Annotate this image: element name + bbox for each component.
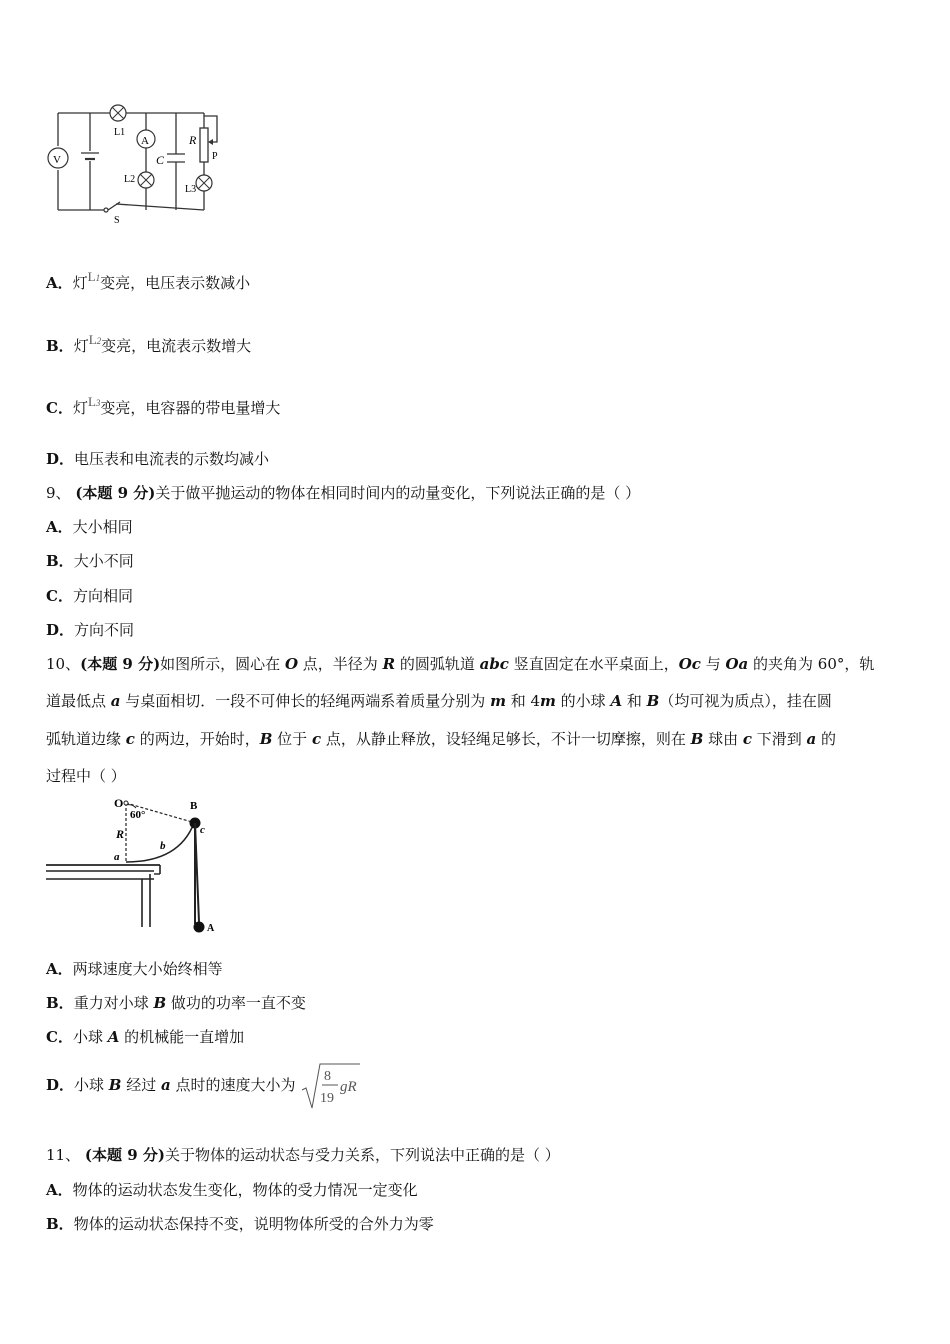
circuit-diagram <box>44 98 234 230</box>
q10-stem-line3: 弧轨道边缘 c 的两边，开始时，B 位于 c 点，从静止释放，设轻绳足够长，不计一切摩擦，则在 B 球由 c 下滑到 a 的 <box>46 730 837 748</box>
svg-text:19: 19 <box>320 1091 335 1106</box>
fig-r-label: R <box>116 827 125 841</box>
l1-label: L1 <box>114 127 126 138</box>
q10-option-a[interactable]: A．两球速度大小始终相等 <box>46 960 223 978</box>
fig-b-ball-label: B <box>190 800 198 812</box>
fig-b-arc-label: b <box>160 840 166 852</box>
q10-stem-line2: 道最低点 a 与桌面相切．一段不可伸长的轻绳两端系着质量分别为 m 和 4m 的小球 A 和 B（均可视为质点），挂在圆 <box>46 692 832 710</box>
l2-label: L2 <box>124 174 136 185</box>
r-label: R <box>189 133 197 147</box>
q10-stem-line4: 过程中（ ） <box>46 767 126 785</box>
q10-stem-line1: 10、(本题 9 分)如图所示，圆心在 O 点，半径为 R 的圆弧轨道 abc 竖直固定在水平桌面上，Oc 与 Oa 的夹角为 60°，轨 <box>46 655 875 673</box>
q10-figure <box>44 796 234 942</box>
fig-a-label: a <box>114 851 120 863</box>
q9-option-b[interactable]: B．大小不同 <box>46 552 134 570</box>
q10-option-c[interactable]: C．小球 A 的机械能一直增加 <box>46 1028 245 1046</box>
q11-option-b[interactable]: B．物体的运动状态保持不变，说明物体所受的合外力为零 <box>46 1215 434 1233</box>
fig-a-ball-label: A <box>207 923 215 934</box>
voltmeter-label: V <box>53 154 61 166</box>
svg-text:8: 8 <box>324 1069 332 1084</box>
s-label: S <box>114 215 120 226</box>
p-label: P <box>212 151 218 162</box>
sqrt-formula <box>300 1060 362 1112</box>
q8-option-d[interactable]: D．电压表和电流表的示数均减小 <box>46 450 270 468</box>
c-label: C <box>156 153 165 167</box>
svg-text:gR: gR <box>340 1079 357 1095</box>
q8-option-b[interactable]: B．灯L2变亮，电流表示数增大 <box>46 332 252 355</box>
q8-option-a[interactable]: A．灯L1变亮，电压表示数减小 <box>46 269 251 292</box>
l3-label: L3 <box>185 184 197 195</box>
q11-option-a[interactable]: A．物体的运动状态发生变化，物体的受力情况一定变化 <box>46 1181 418 1199</box>
fig-c-label: c <box>200 824 205 836</box>
q10-option-b[interactable]: B．重力对小球 B 做功的功率一直不变 <box>46 994 306 1012</box>
ammeter-label: A <box>141 135 149 147</box>
q9-option-c[interactable]: C．方向相同 <box>46 587 133 605</box>
q9-option-a[interactable]: A．大小相同 <box>46 518 133 536</box>
q10-option-d[interactable]: D．小球 B 经过 a 点时的速度大小为 8 19 gR <box>46 1060 362 1112</box>
q9-option-d[interactable]: D．方向不同 <box>46 621 135 639</box>
fig-o-label: O <box>114 796 124 810</box>
q8-option-c[interactable]: C．灯L3变亮，电容器的带电量增大 <box>46 394 281 417</box>
fig-angle-label: 60° <box>130 809 146 821</box>
q11-stem: 11、 (本题 9 分)关于物体的运动状态与受力关系，下列说法中正确的是（ ） <box>46 1146 560 1164</box>
q9-stem: 9、 (本题 9 分)关于做平抛运动的物体在相同时间内的动量变化，下列说法正确的是（ ） <box>46 484 641 502</box>
